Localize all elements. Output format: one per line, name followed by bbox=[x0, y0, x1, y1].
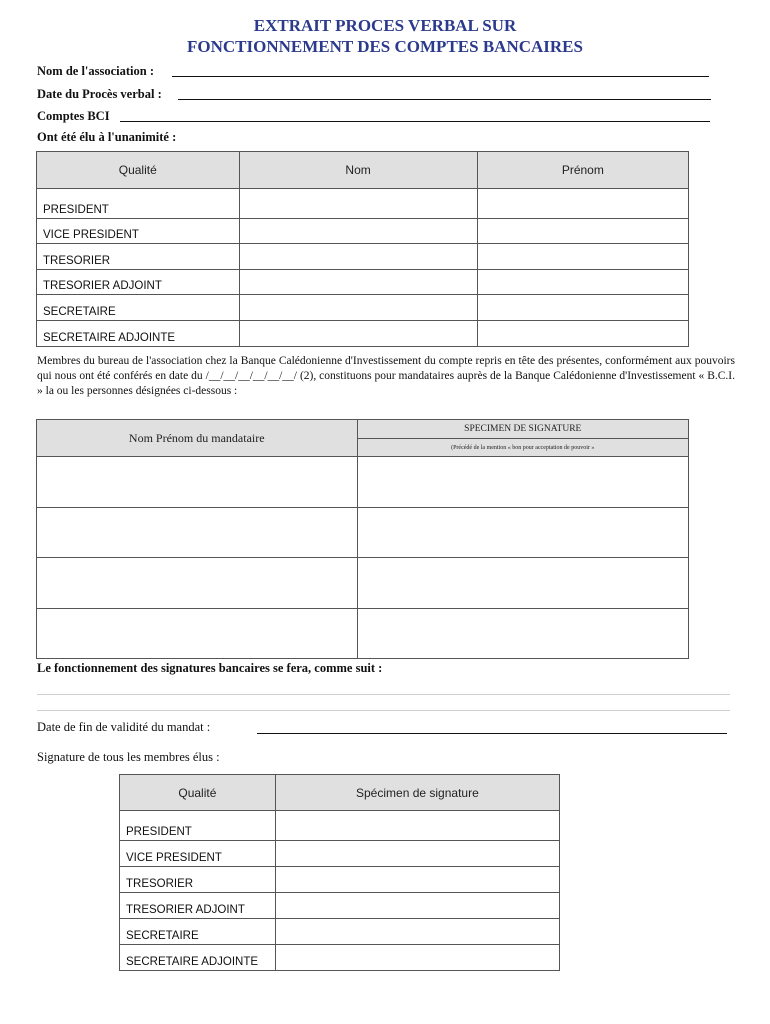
fonctionnement-line-1[interactable] bbox=[37, 694, 730, 695]
table-row bbox=[37, 244, 689, 270]
role-label: PRESIDENT bbox=[37, 189, 240, 219]
roles-header-nom: Nom bbox=[239, 152, 477, 189]
prenom-cell[interactable] bbox=[477, 270, 688, 295]
table-row bbox=[120, 811, 560, 841]
prenom-cell[interactable] bbox=[477, 295, 688, 321]
signature-cell[interactable] bbox=[275, 841, 559, 867]
mandataire-name-cell[interactable] bbox=[37, 508, 358, 558]
table-row bbox=[37, 508, 689, 558]
nom-cell[interactable] bbox=[239, 244, 477, 270]
nom-cell[interactable] bbox=[239, 270, 477, 295]
date-pv-input-line[interactable] bbox=[178, 99, 711, 100]
nom-cell[interactable] bbox=[239, 321, 477, 347]
signatures-header-specimen: Spécimen de signature bbox=[275, 775, 559, 811]
prenom-cell[interactable] bbox=[477, 189, 688, 219]
comptes-field bbox=[37, 109, 110, 124]
comptes-label: Comptes BCI bbox=[37, 109, 110, 123]
association-label: Nom de l'association : bbox=[37, 64, 155, 78]
table-row bbox=[37, 609, 689, 659]
elus-label: Ont été élu à l'unanimité : bbox=[37, 130, 177, 144]
signatures-table bbox=[119, 774, 560, 971]
fin-validite-label: Date de fin de validité du mandat : bbox=[37, 720, 211, 734]
roles-header-qualite: Qualité bbox=[37, 152, 240, 189]
role-label: TRESORIER ADJOINT bbox=[120, 893, 276, 919]
table-row bbox=[37, 270, 689, 295]
prenom-cell[interactable] bbox=[477, 244, 688, 270]
table-row bbox=[37, 295, 689, 321]
date-pv-field bbox=[37, 87, 162, 102]
role-label: TRESORIER ADJOINT bbox=[37, 270, 240, 295]
role-label: VICE PRESIDENT bbox=[37, 219, 240, 244]
table-row bbox=[37, 189, 689, 219]
signatures-header-qualite: Qualité bbox=[120, 775, 276, 811]
association-input-line[interactable] bbox=[172, 76, 709, 77]
role-label: SECRETAIRE ADJOINTE bbox=[37, 321, 240, 347]
fin-validite-input-line[interactable] bbox=[257, 733, 727, 734]
role-label: SECRETAIRE bbox=[37, 295, 240, 321]
mandataire-signature-cell[interactable] bbox=[357, 558, 689, 609]
fonctionnement-label: Le fonctionnement des signatures bancaires se fera, comme suit : bbox=[37, 661, 383, 675]
association-field bbox=[37, 64, 154, 79]
role-label: TRESORIER bbox=[120, 867, 276, 893]
title-line-1: EXTRAIT PROCES VERBAL SUR bbox=[253, 16, 517, 35]
table-row bbox=[37, 457, 689, 508]
signature-cell[interactable] bbox=[275, 945, 559, 971]
signature-cell[interactable] bbox=[275, 893, 559, 919]
table-row bbox=[120, 841, 560, 867]
date-pv-label: Date du Procès verbal : bbox=[37, 87, 162, 101]
mandataire-name-cell[interactable] bbox=[37, 609, 358, 659]
role-label: VICE PRESIDENT bbox=[120, 841, 276, 867]
mandataire-header: Nom Prénom du mandataire bbox=[37, 420, 358, 457]
mandataire-signature-cell[interactable] bbox=[357, 508, 689, 558]
role-label: TRESORIER bbox=[37, 244, 240, 270]
table-row bbox=[120, 945, 560, 971]
signature-elus-label: Signature de tous les membres élus : bbox=[37, 750, 220, 764]
fin-validite-field bbox=[37, 720, 210, 735]
nom-cell[interactable] bbox=[239, 189, 477, 219]
table-row bbox=[120, 867, 560, 893]
signature-cell[interactable] bbox=[275, 811, 559, 841]
role-label: SECRETAIRE bbox=[120, 919, 276, 945]
prenom-cell[interactable] bbox=[477, 219, 688, 244]
mandate-paragraph: Membres du bureau de l'association chez la Banque Calédonienne d'Investissement du compte repris en tête des présentes, conformément aux pouvoirs qui nous ont été conférés en date du /__/__/__/__/__/__/ (2), constituons pour mandataires auprès de la Banque Calédonienne d'Investissement « B.C.I. » la ou les personnes désignées ci-dessous : bbox=[37, 355, 735, 397]
mandataire-signature-cell[interactable] bbox=[357, 609, 689, 659]
mandataire-name-cell[interactable] bbox=[37, 558, 358, 609]
role-label: SECRETAIRE ADJOINTE bbox=[120, 945, 276, 971]
table-row bbox=[37, 321, 689, 347]
table-row bbox=[120, 919, 560, 945]
roles-table bbox=[36, 151, 689, 347]
mandataires-table bbox=[36, 419, 689, 659]
prenom-cell[interactable] bbox=[477, 321, 688, 347]
nom-cell[interactable] bbox=[239, 295, 477, 321]
signature-cell[interactable] bbox=[275, 919, 559, 945]
title-line-2: FONCTIONNEMENT DES COMPTES BANCAIRES bbox=[187, 37, 583, 56]
signature-cell[interactable] bbox=[275, 867, 559, 893]
table-row bbox=[120, 893, 560, 919]
roles-header-prenom: Prénom bbox=[477, 152, 688, 189]
table-row bbox=[37, 558, 689, 609]
mandataire-name-cell[interactable] bbox=[37, 457, 358, 508]
role-label: PRESIDENT bbox=[120, 811, 276, 841]
fonctionnement-line-2[interactable] bbox=[37, 710, 730, 711]
nom-cell[interactable] bbox=[239, 219, 477, 244]
comptes-input-line[interactable] bbox=[120, 121, 710, 122]
table-row bbox=[37, 219, 689, 244]
mandataire-signature-cell[interactable] bbox=[357, 457, 689, 508]
specimen-note: (Précédé de la mention « bon pour acceptation de pouvoir » bbox=[357, 439, 689, 457]
specimen-header: SPECIMEN DE SIGNATURE bbox=[357, 420, 689, 439]
